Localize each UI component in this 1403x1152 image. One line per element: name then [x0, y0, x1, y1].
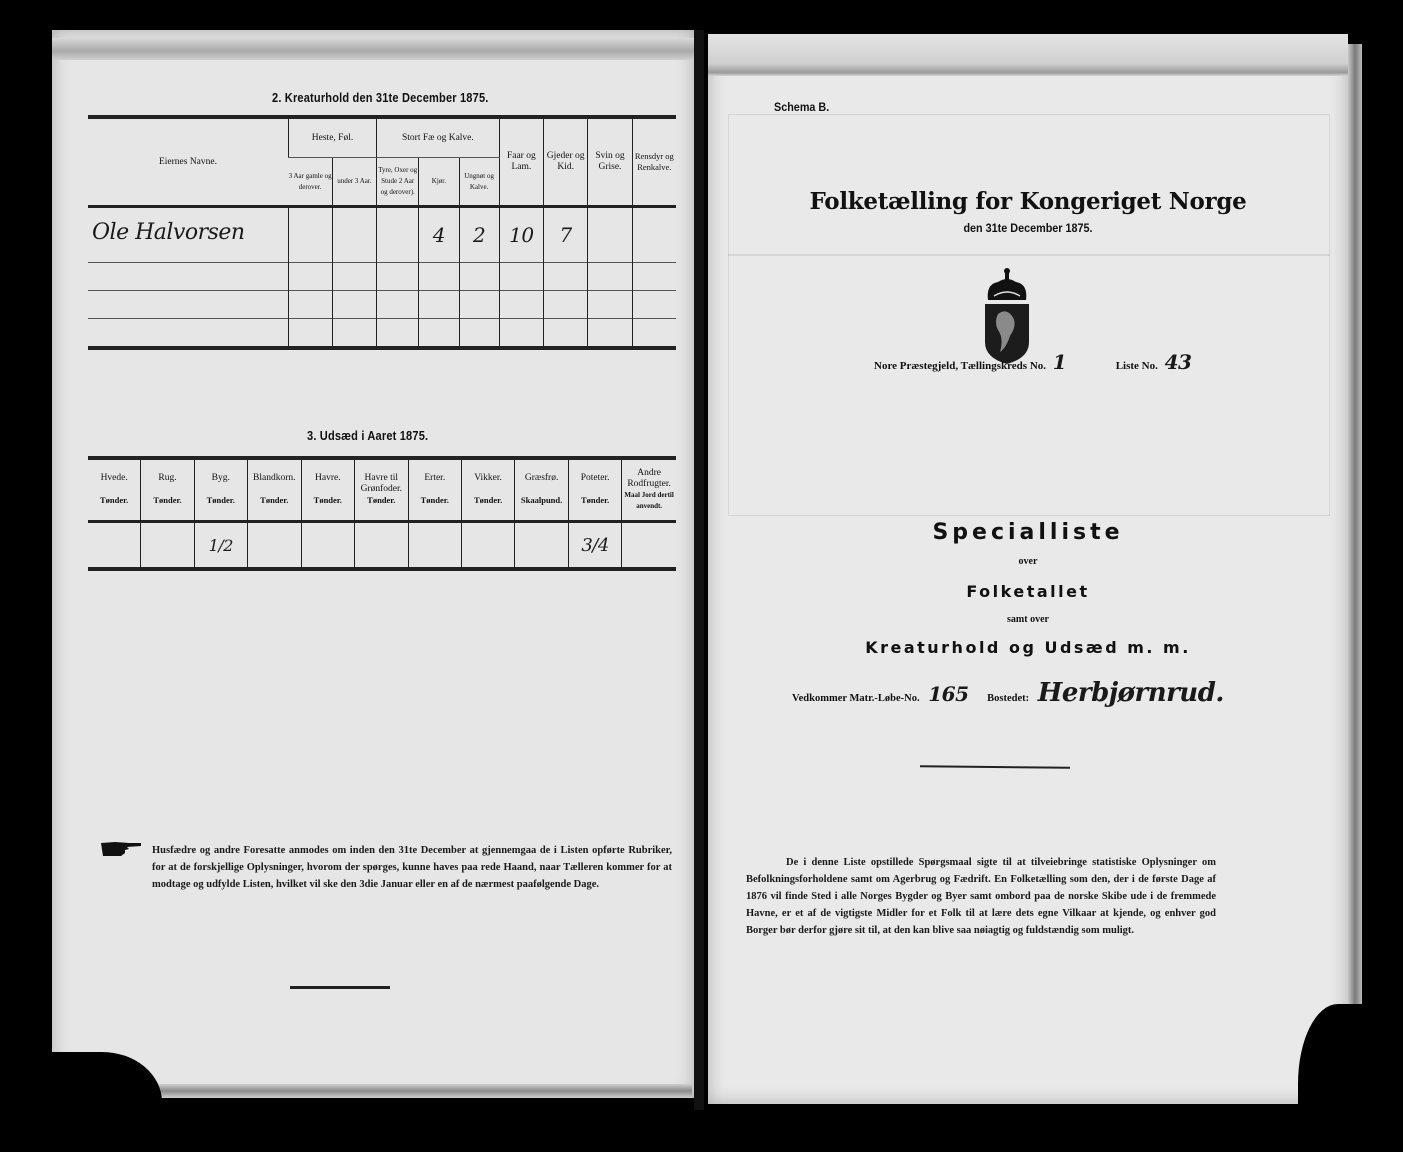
seed-value-9: 3/4	[568, 522, 621, 570]
samt-over-label: samt over	[1007, 614, 1049, 625]
header-cattle-cows: Kjør.	[419, 158, 459, 207]
intro-paragraph: De i denne Liste opstillede Spørgsmaal sigte til at tilveiebringe statistiske Oplysninger om Befolkningsforholdene samt om Agerbrug og Fædrift. En Folketælling som den, der i de første Dage af 1876 vil finde Sted i alle Norges Bygder og Byer samt ombord paa de norske Skibe ude i de fremmede Havne, er et af de vigtigste Midler for et Folk til at lære dets egne Vilkaar at kjende, og enhver god Borger bør derfor gjøre sit til, at den kan blive saa nøiagtig og fuldstændig som muligt.	[746, 857, 1216, 936]
seed-value-3	[247, 522, 301, 570]
district-line: Nore Præstegjeld, Tællingskreds No. 1 Liste No. 43	[874, 350, 1192, 374]
cell-cattle-cows: 4	[419, 207, 459, 263]
seed-value-10	[622, 522, 676, 570]
cell-pigs	[588, 207, 632, 263]
seed-value-7	[461, 522, 514, 570]
table-row-empty	[88, 319, 676, 349]
seed-header-7: Vikker. Tønder.	[461, 458, 514, 522]
table-row-empty	[88, 263, 676, 291]
right-page	[708, 34, 1348, 1104]
thumb-shadow	[32, 1052, 162, 1112]
header-sheep: Faar og Lam.	[499, 117, 543, 207]
seed-value-8	[515, 522, 569, 570]
seed-value-0	[88, 522, 141, 570]
book-spine	[694, 30, 704, 1110]
header-cattle-young: Ungnøt og Kalve.	[459, 158, 499, 207]
cell-goats: 7	[544, 207, 588, 263]
seed-row	[88, 522, 676, 570]
table-row	[88, 207, 676, 263]
folketallet-title: Folketallet	[966, 582, 1090, 601]
specialliste-title: Specialliste	[932, 520, 1124, 545]
seed-value-4	[301, 522, 354, 570]
census-title: Folketælling for Kongeriget Norge	[809, 188, 1247, 215]
seed-header-6: Erter. Tønder.	[408, 458, 461, 522]
table-row-empty	[88, 291, 676, 319]
header-cattle: Stort Fæ og Kalve.	[377, 117, 500, 158]
seed-header-10: Andre Rodfrugter. Maal Jord dertil anvendt.	[622, 458, 676, 522]
seed-value-6	[408, 522, 461, 570]
schema-label: Schema B.	[774, 100, 830, 114]
header-owner: Eiernes Navne.	[158, 156, 217, 167]
district-number: 1	[1052, 350, 1067, 374]
page-edge-top	[708, 34, 1348, 76]
header-goats: Gjeder og Kid.	[544, 117, 588, 207]
header-horses-under3: under 3 Aar.	[332, 158, 376, 207]
pointing-hand-icon	[99, 840, 143, 858]
page-edge-bottom	[152, 1084, 692, 1098]
livestock-table	[88, 115, 676, 350]
owner-name: Ole Halvorsen	[88, 207, 288, 263]
header-horses: Heste, Føl.	[288, 117, 376, 158]
seed-header-9: Poteter. Tønder.	[568, 458, 621, 522]
seed-table	[88, 456, 676, 571]
over-label: over	[1018, 556, 1038, 567]
census-date: den 31te December 1875.	[963, 221, 1093, 235]
header-reindeer: Rensdyr og Renkalve.	[632, 117, 676, 207]
seed-value-2: 1/2	[194, 522, 247, 570]
cell-cattle-bulls	[377, 207, 419, 263]
header-cattle-bulls: Tyre, Oxer og Stude 2 Aar og derover).	[377, 158, 419, 207]
residence-name: Herbjørnrud.	[1037, 678, 1224, 708]
notice-text: Husfædre og andre Foresatte anmodes om inden den 31te December at gjennemgaa de i Listen opførte Rubriker, for at de forskjellige Oplysninger, hvorom der spørges, kunne haves paa rede Haand, naar Tælleren kommer for at modtage og udfylde Listen, hvilket vil ske den 3die Januar eller en af de nærmest paafølgende Dage.	[152, 845, 672, 890]
page-edge-right	[1348, 44, 1362, 1084]
cell-cattle-young: 2	[459, 207, 499, 263]
thumb-shadow	[1298, 1004, 1378, 1124]
seed-header-0: Hvede. Tønder.	[100, 473, 129, 505]
divider-rule	[920, 765, 1070, 769]
seed-value-1	[141, 522, 194, 570]
header-pigs: Svin og Grise.	[588, 117, 632, 207]
seed-header-5: Havre til Grønfoder. Tønder.	[354, 458, 408, 522]
list-number: 43	[1164, 350, 1192, 374]
cell-horses-under3	[332, 207, 376, 263]
matrikkel-line: Vedkommer Matr.-Løbe-No. 165 Bostedet: Herbjørnrud.	[792, 678, 1224, 708]
livestock-title: 2. Kreaturhold den 31te December 1875.	[272, 90, 489, 105]
seed-value-5	[354, 522, 408, 570]
cell-reindeer	[632, 207, 676, 263]
cell-horses-3plus	[288, 207, 332, 263]
seed-header-1: Rug. Tønder.	[141, 458, 194, 522]
seed-header-4: Havre. Tønder.	[301, 458, 354, 522]
seed-header-8: Græsfrø. Skaalpund.	[515, 458, 569, 522]
divider-rule	[290, 986, 390, 989]
cell-sheep: 10	[499, 207, 543, 263]
seed-header-2: Byg. Tønder.	[194, 458, 247, 522]
page-edge-top	[52, 38, 694, 60]
seed-title: 3. Udsæd i Aaret 1875.	[307, 428, 429, 443]
matrikkel-number: 165	[928, 682, 969, 706]
seed-header-3: Blandkorn. Tønder.	[247, 458, 301, 522]
kreaturhold-title: Kreaturhold og Udsæd m. m.	[865, 638, 1191, 657]
left-page	[52, 30, 694, 1098]
header-horses-3plus: 3 Aar gamle og derover.	[288, 171, 332, 191]
